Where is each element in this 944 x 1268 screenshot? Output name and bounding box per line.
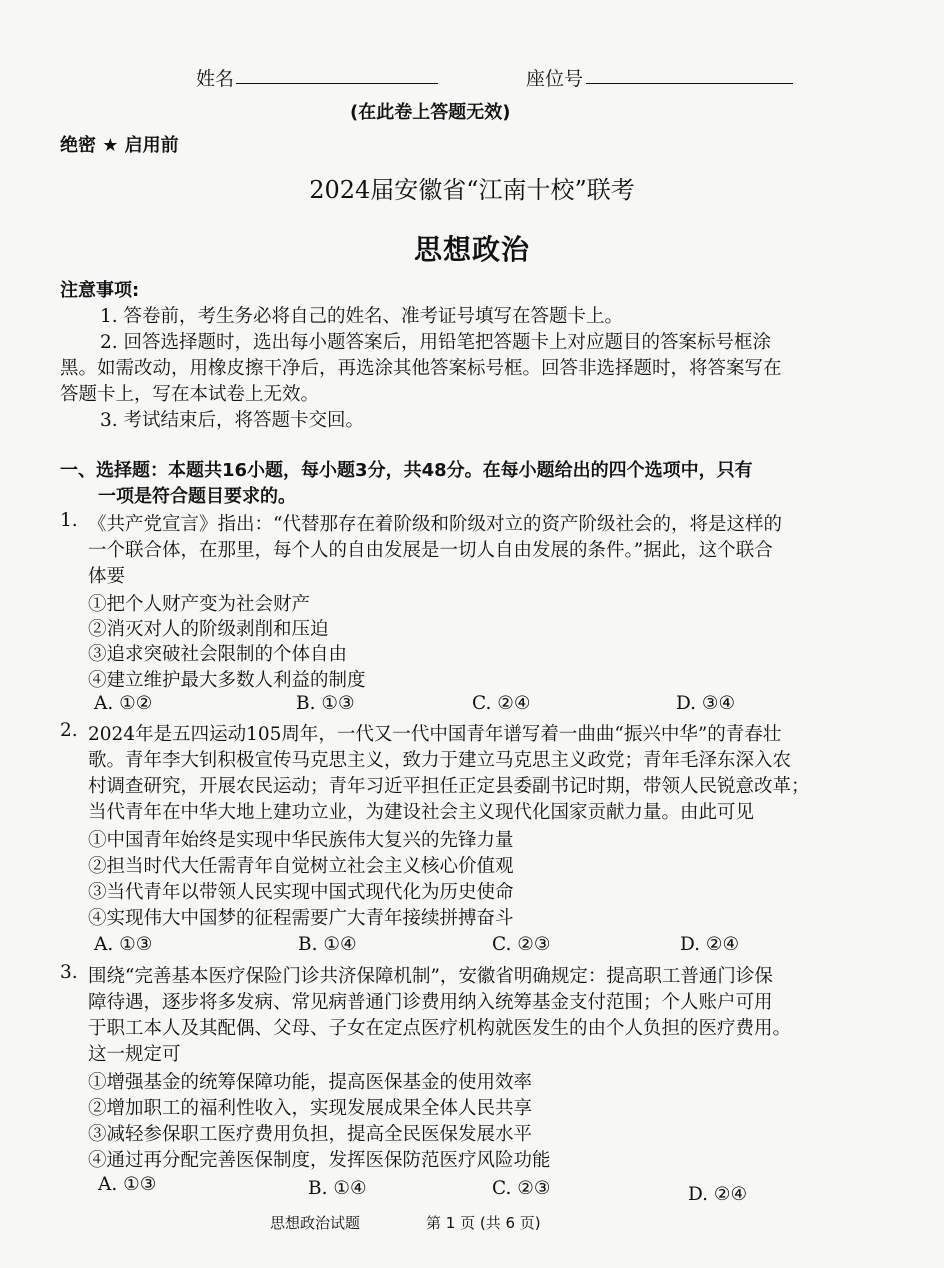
question-stem: 村调查研究，开展农民运动；青年习近平担任正定县委副书记时期，带领人民锐意改革； [88,776,810,797]
secret-mark: 绝密 ★ 启用前 [60,135,179,156]
question-stem: 一个联合体，在那里，每个人的自由发展是一切人自由发展的条件。”据此，这个联合 [88,540,773,561]
option-b: B. ①④ [308,1178,367,1199]
seat-label: 座位号 [526,68,584,90]
option-d: D. ②④ [688,1184,748,1205]
option-c: C. ②④ [472,693,531,714]
notice-line: 3. 考试结束后，将答题卡交回。 [100,410,365,431]
statement-item: ④通过再分配完善医保制度，发挥医保防范医疗风险功能 [88,1150,551,1171]
statement-item: ③追求突破社会限制的个体自由 [88,644,348,665]
notice-line: 答题卡上，写在本试卷上无效。 [60,384,320,405]
option-c: C. ②③ [492,934,551,955]
statement-item: ②增加职工的福利性收入，实现发展成果全体人民共享 [88,1098,533,1119]
statement-item: ①中国青年始终是实现中华民族伟大复兴的先锋力量 [88,830,514,851]
option-b: B. ①③ [296,693,355,714]
subject-title: 思想政治 [413,233,530,266]
name-field[interactable] [236,64,438,84]
statement-item: ②消灭对人的阶级剥削和压迫 [88,619,329,640]
statement-item: ④建立维护最大多数人利益的制度 [88,670,366,691]
option-a: A. ①③ [98,1174,157,1195]
option-d: D. ②④ [680,934,740,955]
notice-line: 黑。如需改动，用橡皮擦干净后，再选涂其他答案标号框。回答非选择题时，将答案写在 [60,358,782,379]
question-number: 2. [60,720,78,741]
option-a: A. ①② [94,693,153,714]
question-stem: 2024年是五四运动105周年，一代又一代中国青年谱写着一曲曲“振兴中华”的青春壮 [88,724,782,745]
notice-heading: 注意事项: [60,280,140,301]
statement-item: ①把个人财产变为社会财产 [88,594,311,615]
question-stem: 这一规定可 [88,1044,181,1065]
exam-title: 2024届安徽省“江南十校”联考 [309,176,635,204]
option-a: A. ①③ [94,934,153,955]
question-stem: 障待遇，逐步将多发病、常见病普通门诊费用纳入统筹基金支付范围；个人账户可用 [88,992,773,1013]
question-stem: 歌。青年李大钊积极宣传马克思主义，致力于建立马克思主义政党；青年毛泽东深入农 [88,750,792,771]
seat-field[interactable] [586,64,793,84]
statement-item: ③减轻参保职工医疗费用负担，提高全民医保发展水平 [88,1124,533,1145]
question-stem: 体要 [88,566,126,587]
name-label: 姓名 [196,68,235,90]
question-stem: 于职工本人及其配偶、父母、子女在定点医疗机构就医发生的由个人负担的医疗费用。 [88,1018,792,1039]
option-d: D. ③④ [676,693,736,714]
option-c: C. ②③ [492,1178,551,1199]
question-stem: 围绕“完善基本医疗保险门诊共济保障机制”，安徽省明确规定：提高职工普通门诊保 [88,966,773,987]
section-heading-cont: 一项是符合题目要求的。 [98,486,296,507]
question-number: 1. [60,510,78,531]
section-heading: 一、选择题：本题共16小题，每小题3分，共48分。在每小题给出的四个选项中，只有 [60,460,753,481]
question-stem: 当代青年在中华大地上建功立业，为建设社会主义现代化国家贡献力量。由此可见 [88,802,755,823]
question-stem: 《共产党宣言》指出：“代替那存在着阶级和阶级对立的资产阶级社会的，将是这样的 [88,514,782,535]
statement-item: ①增强基金的统筹保障功能，提高医保基金的使用效率 [88,1072,533,1093]
statement-item: ②担当时代大任需青年自觉树立社会主义核心价值观 [88,856,514,877]
option-b: B. ①④ [298,934,357,955]
page-number: 第 1 页 (共 6 页) [426,1214,541,1232]
invalid-note: (在此卷上答题无效) [350,102,511,123]
notice-line: 2. 回答选择题时，选出每小题答案后，用铅笔把答题卡上对应题目的答案标号框涂 [100,332,772,353]
notice-line: 1. 答卷前，考生务必将自己的姓名、准考证号填写在答题卡上。 [100,306,624,327]
statement-item: ③当代青年以带领人民实现中国式现代化为历史使命 [88,882,514,903]
statement-item: ④实现伟大中国梦的征程需要广大青年接续拼搏奋斗 [88,908,514,929]
question-number: 3. [60,962,78,983]
footer-subject: 思想政治试题 [270,1214,361,1232]
